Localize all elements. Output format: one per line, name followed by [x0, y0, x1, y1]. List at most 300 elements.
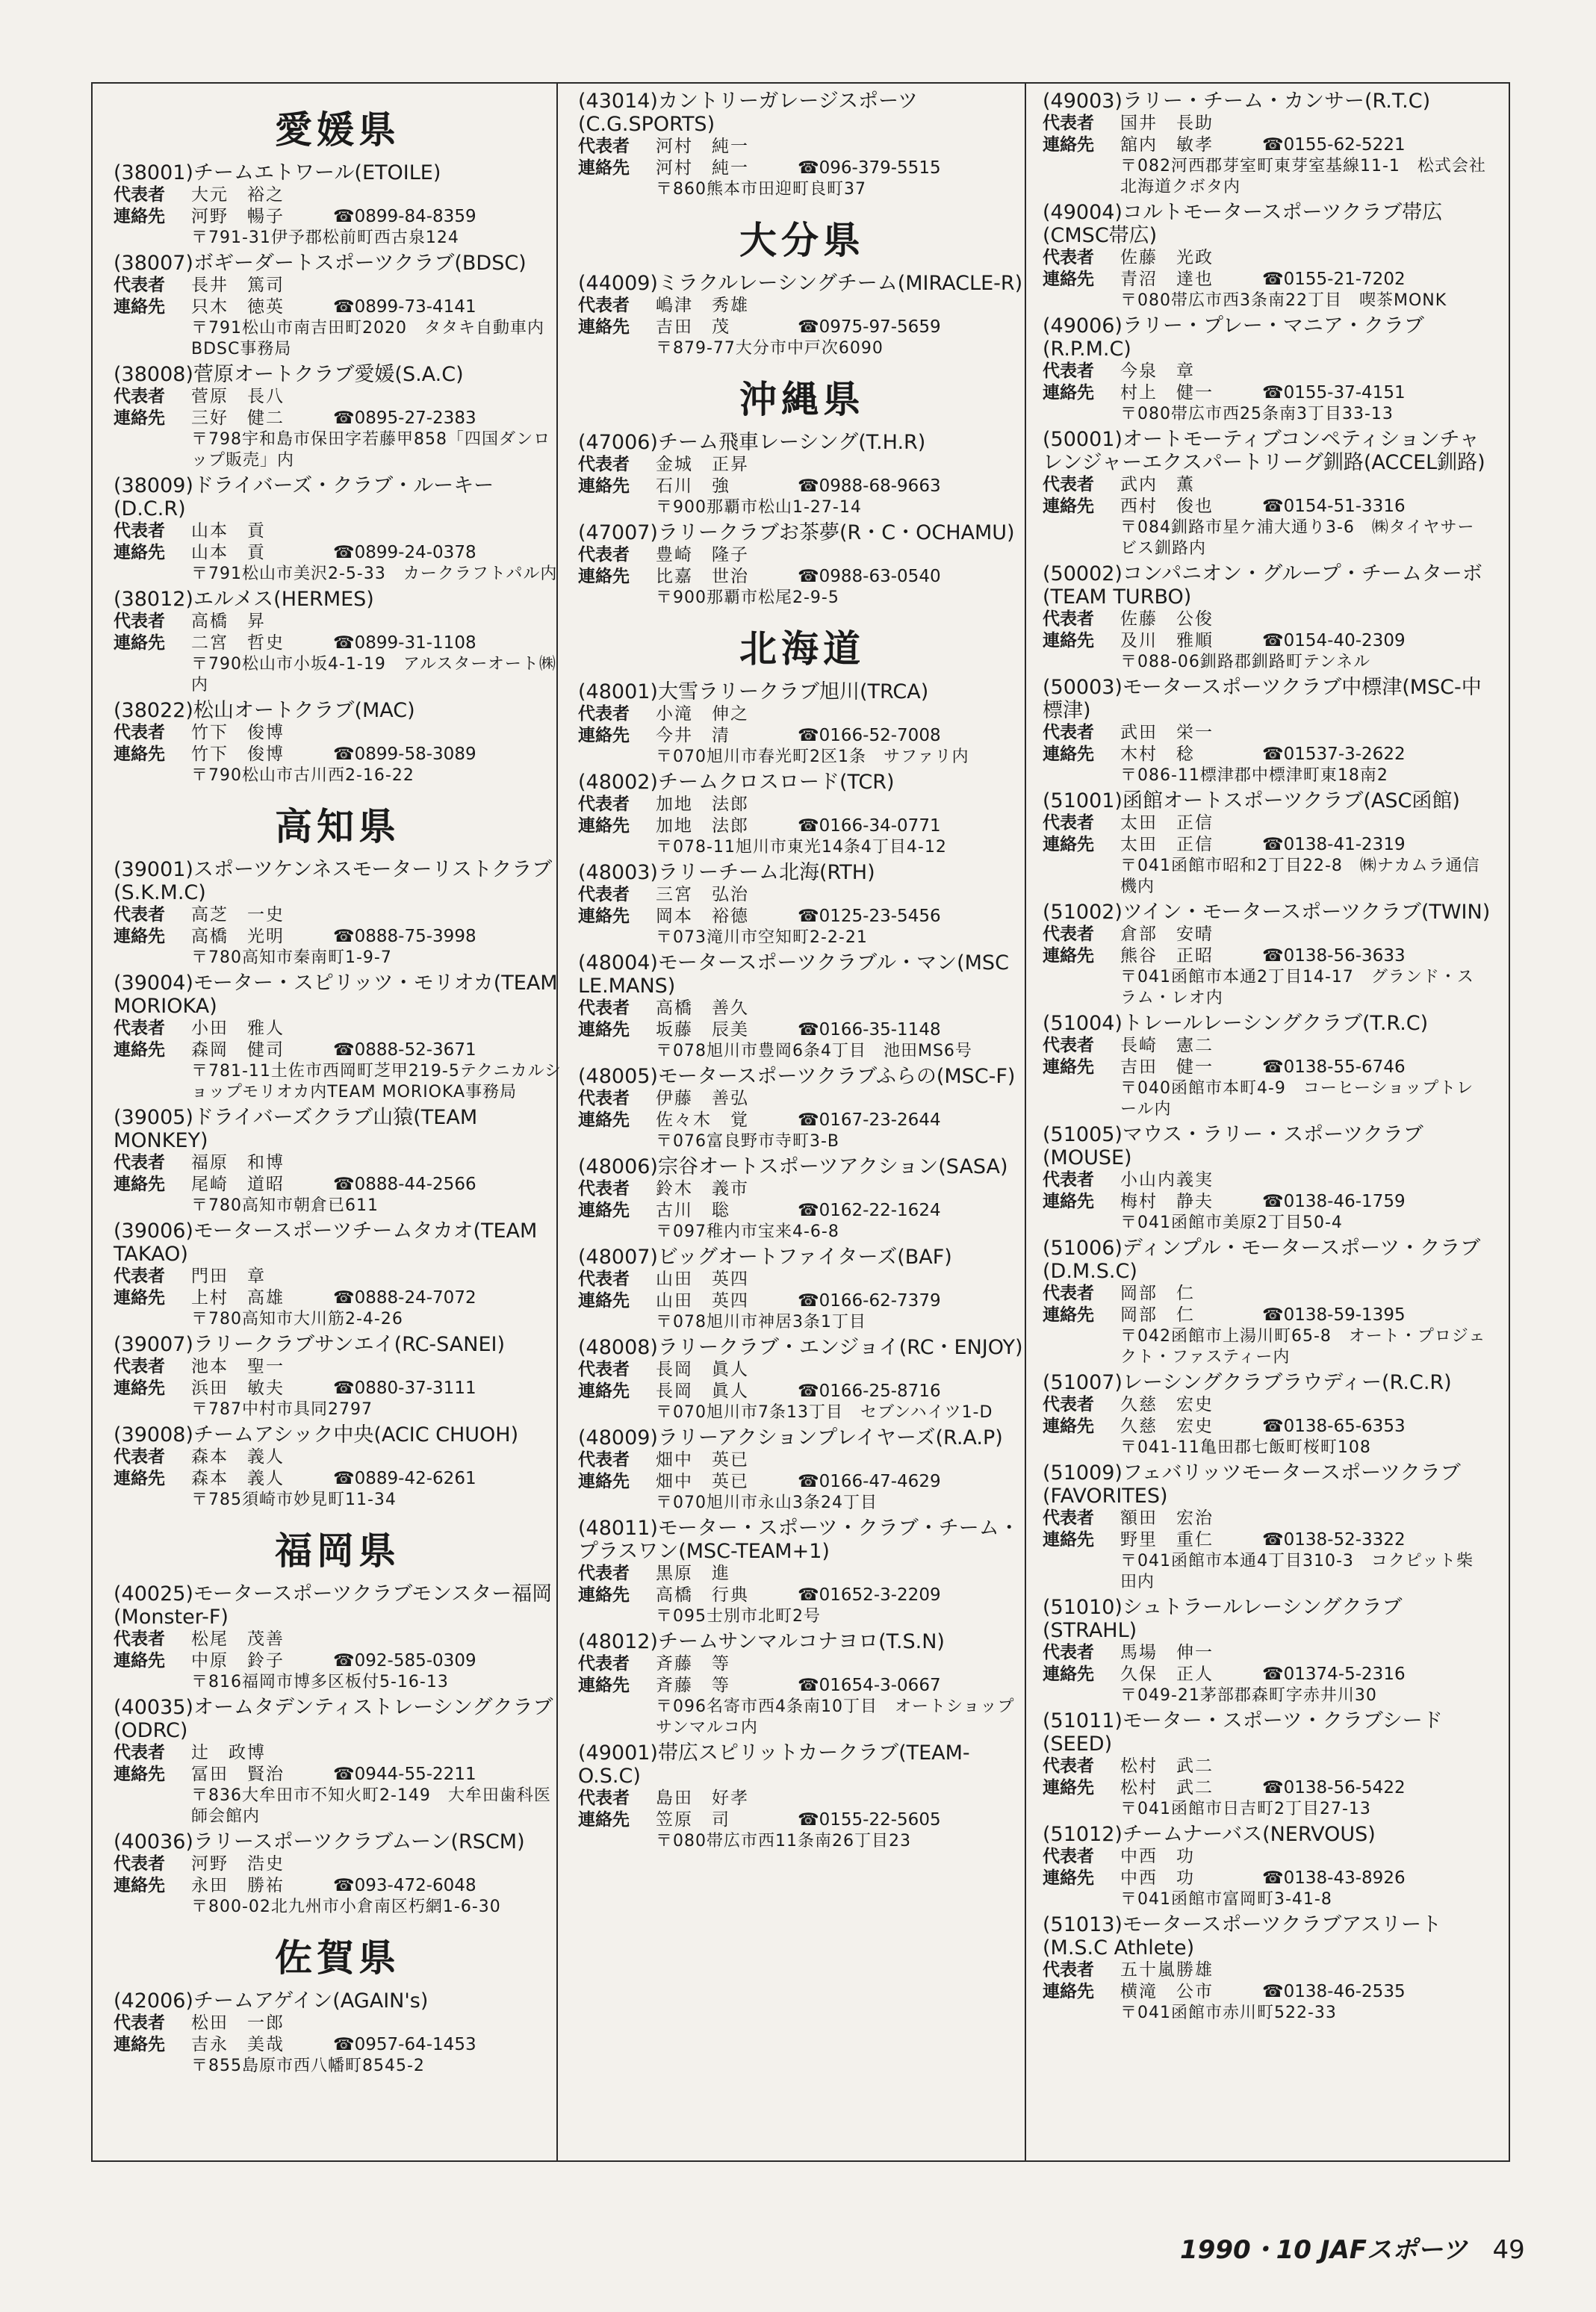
- contact-row: [578, 1381, 1026, 1402]
- phone-number: ☎0888-24-7072: [333, 1288, 476, 1308]
- representative-row: [578, 998, 1026, 1019]
- club-id: (42006): [114, 1989, 193, 2013]
- contact-name: 浜田 敏夫: [191, 1379, 285, 1398]
- phone-number: ☎0154-51-3316: [1262, 497, 1406, 516]
- representative-row: [578, 1269, 1026, 1290]
- club-entry: [1043, 1913, 1491, 2024]
- club-title-line: [114, 1989, 562, 2013]
- contact-name: 永田 勝祐: [191, 1876, 285, 1895]
- representative-row: [114, 611, 562, 633]
- prefecture-heading: 愛媛県: [275, 108, 400, 152]
- contact-name: 村上 健一: [1120, 383, 1214, 403]
- contact-name: 山本 貢: [191, 543, 266, 562]
- club-name: トレールレーシングクラブ(T.R.C): [1122, 1012, 1429, 1035]
- representative-name: 久慈 宏史: [1120, 1395, 1214, 1414]
- representative-row: [578, 1449, 1026, 1471]
- contact-name: 只木 徳英: [191, 297, 285, 317]
- phone-number: ☎0138-52-3322: [1262, 1530, 1406, 1550]
- phone-number: ☎0899-84-8359: [333, 207, 476, 226]
- contact-row: [114, 1174, 562, 1196]
- representative-label: 代表者: [114, 723, 165, 742]
- club-id: (51005): [1043, 1123, 1123, 1146]
- club-id: (40036): [114, 1830, 193, 1853]
- address: 〒900那覇市松山1-27-14: [656, 498, 862, 517]
- club-entry: [578, 431, 1026, 518]
- club-entry: [578, 1517, 1026, 1627]
- club-id: (51011): [1043, 1709, 1123, 1733]
- club-entry: [114, 363, 562, 471]
- club-id: (50002): [1043, 562, 1123, 585]
- contact-row: [578, 1019, 1026, 1041]
- club-id: (50001): [1043, 428, 1123, 451]
- club-title-line: [114, 161, 562, 184]
- phone-number: ☎0899-31-1108: [333, 633, 476, 653]
- club-title-line: [578, 1155, 1026, 1178]
- club-entry: [578, 272, 1026, 359]
- club-title-line: [578, 771, 1026, 794]
- representative-name: 三宮 弘治: [656, 885, 749, 904]
- club-entry: [578, 1426, 1026, 1514]
- address: 〒041函館市赤川町522-33: [1120, 2004, 1337, 2022]
- contact-name: 上村 高雄: [191, 1288, 285, 1308]
- club-name: チームアゲイン(AGAIN's): [193, 1989, 429, 2013]
- phone-number: ☎093-472-6048: [333, 1876, 476, 1895]
- club-name: ディンプル・モータースポーツ・クラブ(D.M.S.C): [1043, 1237, 1481, 1283]
- representative-name: 今泉 章: [1120, 361, 1195, 381]
- contact-name: 及川 雅順: [1120, 631, 1214, 650]
- representative-name: 畑中 英已: [656, 1450, 749, 1470]
- address: 〒095士別市北町2号: [656, 1607, 821, 1626]
- representative-name: 竹下 俊博: [191, 723, 285, 742]
- contact-label: 連絡先: [1043, 1057, 1094, 1077]
- club-entry: [1043, 1123, 1491, 1234]
- club-title-line: [578, 431, 1026, 454]
- club-name: 大雪ラリークラブ旭川(TRCA): [657, 680, 929, 703]
- contact-name: 河野 暢子: [191, 207, 285, 226]
- representative-label: 代表者: [578, 1270, 630, 1289]
- representative-label: 代表者: [1043, 1643, 1094, 1662]
- club-title-line: [578, 1517, 1026, 1563]
- club-title-line: [578, 861, 1026, 884]
- representative-name: 高芝 一史: [191, 905, 285, 925]
- club-id: (43014): [578, 90, 658, 113]
- address: 〒787中村市具同2797: [191, 1400, 373, 1419]
- club-name: ラリークラブ・エンジョイ(RC・ENJOY): [657, 1336, 1023, 1359]
- contact-label: 連絡先: [1043, 1665, 1094, 1684]
- contact-label: 連絡先: [578, 1201, 630, 1220]
- club-id: (48011): [578, 1517, 658, 1540]
- club-entry: [578, 1630, 1026, 1738]
- representative-label: 代表者: [1043, 1847, 1094, 1866]
- representative-name: 中西 功: [1120, 1847, 1195, 1866]
- contact-label: 連絡先: [578, 1110, 630, 1130]
- club-entry: [578, 861, 1026, 948]
- club-title-line: [1043, 314, 1491, 361]
- club-entry: [114, 588, 562, 696]
- contact-name: 森本 義人: [191, 1469, 285, 1488]
- representative-label: 代表者: [578, 296, 630, 315]
- phone-number: ☎092-585-0309: [333, 1651, 476, 1671]
- contact-row: [114, 1287, 562, 1309]
- column-3: [1043, 90, 1491, 2158]
- representative-name: 松尾 茂善: [191, 1629, 285, 1649]
- representative-name: 長岡 眞人: [656, 1360, 749, 1379]
- contact-label: 連絡先: [114, 408, 165, 428]
- contact-name: 畑中 英已: [656, 1472, 749, 1491]
- club-title-line: [114, 972, 565, 1018]
- contact-label: 連絡先: [578, 726, 630, 745]
- club-id: (38012): [114, 588, 193, 611]
- club-entry: [114, 1219, 562, 1330]
- representative-row: [578, 544, 1026, 566]
- phone-number: ☎0899-58-3089: [333, 745, 476, 764]
- representative-label: 代表者: [578, 1089, 630, 1108]
- phone-number: ☎01374-5-2316: [1262, 1665, 1406, 1684]
- representative-label: 代表者: [578, 885, 630, 904]
- club-title-line: [114, 1582, 562, 1629]
- column-2: [578, 90, 1026, 2158]
- contact-row: [1043, 1664, 1491, 1685]
- club-name: モータースポーツクラブ中標津(MSC-中標津): [1043, 676, 1482, 722]
- club-id: (50003): [1043, 676, 1123, 699]
- representative-row: [1043, 1035, 1491, 1057]
- representative-name: 河野 浩史: [191, 1854, 285, 1874]
- phone-number: ☎0889-42-6261: [333, 1469, 476, 1488]
- representative-row: [1043, 609, 1491, 630]
- club-entry: [578, 1336, 1026, 1423]
- club-name: 菅原オートクラブ愛媛(S.A.C): [193, 363, 464, 386]
- club-name: オームタデンティストレーシングクラブ(ODRC): [114, 1696, 553, 1742]
- contact-label: 連絡先: [1043, 946, 1094, 966]
- phone-number: ☎096-379-5515: [798, 158, 941, 178]
- contact-name: 加地 法郎: [656, 816, 749, 836]
- contact-name: 坂藤 辰美: [656, 1020, 749, 1040]
- address: 〒790松山市古川西2-16-22: [191, 766, 414, 785]
- address: 〒041函館市本通2丁目14-17 グランド・スラム・レオ内: [1120, 968, 1474, 1007]
- contact-row: [578, 317, 1026, 338]
- address: 〒900那覇市松尾2-9-5: [656, 588, 839, 607]
- address: 〒082河西郡芽室町東芽室基線11-1 松式会社北海道クボタ内: [1120, 157, 1486, 196]
- club-id: (48006): [578, 1155, 658, 1178]
- address: 〒780高知市朝倉已611: [191, 1196, 379, 1215]
- contact-name: 河村 純一: [656, 158, 749, 178]
- representative-row: [114, 722, 562, 744]
- address: 〒041函館市日吉町2丁目27-13: [1120, 1800, 1371, 1818]
- contact-name: 三好 健二: [191, 408, 285, 428]
- contact-label: 連絡先: [1043, 135, 1094, 155]
- representative-label: 代表者: [1043, 361, 1094, 381]
- contact-label: 連絡先: [578, 1382, 630, 1401]
- club-title-line: [114, 588, 562, 611]
- contact-row: [114, 1040, 562, 1061]
- contact-row: [1043, 630, 1491, 652]
- representative-row: [578, 295, 1026, 317]
- address: 〒800-02北九州市小倉南区朽網1-6-30: [191, 1898, 501, 1916]
- representative-name: 加地 法郎: [656, 795, 749, 814]
- club-id: (48001): [578, 680, 658, 703]
- club-entry: [114, 699, 562, 786]
- contact-row: [114, 1764, 562, 1786]
- contact-name: 笠原 司: [656, 1810, 730, 1830]
- representative-name: 小山内義実: [1120, 1170, 1214, 1190]
- phone-number: ☎0957-64-1453: [333, 2035, 476, 2054]
- representative-row: [578, 1088, 1026, 1110]
- representative-label: 代表者: [578, 1789, 630, 1808]
- club-id: (38001): [114, 161, 193, 184]
- representative-label: 代表者: [114, 1267, 165, 1286]
- club-title-line: [114, 1333, 562, 1356]
- contact-label: 連絡先: [578, 476, 630, 496]
- club-name: フェバリッツモータースポーツクラブ(FAVORITES): [1043, 1461, 1461, 1508]
- address: 〒041函館市昭和2丁目22-8 ㈱ナカムラ通信機内: [1120, 857, 1480, 896]
- representative-row: [1043, 361, 1491, 382]
- club-title-line: [1043, 1371, 1491, 1394]
- contact-label: 連絡先: [114, 1040, 165, 1060]
- representative-label: 代表者: [114, 1854, 165, 1874]
- contact-name: 尾崎 道昭: [191, 1175, 285, 1194]
- contact-row: [114, 744, 562, 765]
- contact-row: [578, 1471, 1026, 1493]
- contact-name: 青沼 達也: [1120, 270, 1214, 289]
- representative-name: 長井 篤司: [191, 276, 285, 295]
- phone-number: ☎01654-3-0667: [798, 1676, 941, 1695]
- club-title-line: [1043, 901, 1491, 924]
- club-name: モータースポーツチームタカオ(TEAM TAKAO): [114, 1219, 544, 1266]
- contact-row: [578, 476, 1026, 497]
- phone-number: ☎0166-62-7379: [798, 1291, 941, 1311]
- club-id: (48012): [578, 1630, 658, 1653]
- issue-date: 1990・10: [1180, 2235, 1311, 2265]
- contact-row: [1043, 1416, 1491, 1438]
- representative-name: 佐藤 光政: [1120, 248, 1214, 267]
- club-title-line: [1043, 1012, 1491, 1035]
- contact-row: [114, 1650, 562, 1672]
- club-id: (48004): [578, 951, 658, 975]
- contact-name: 佐々木 覚: [656, 1110, 749, 1130]
- club-id: (48009): [578, 1426, 658, 1449]
- representative-name: 額田 宏治: [1120, 1508, 1214, 1528]
- club-title-line: [1043, 1709, 1491, 1756]
- club-entry: [114, 1333, 562, 1420]
- address: 〒042函館市上湯川町65-8 オート・プロジェクト・ファスティー内: [1120, 1327, 1486, 1367]
- phone-number: ☎0138-46-2535: [1262, 1982, 1406, 2001]
- club-entry: [1043, 90, 1491, 198]
- representative-name: 国井 長助: [1120, 114, 1214, 133]
- phone-number: ☎0888-75-3998: [333, 927, 476, 946]
- representative-name: 松村 武二: [1120, 1756, 1214, 1776]
- phone-number: ☎0166-52-7008: [798, 726, 941, 745]
- club-name: スポーツケンネスモーターリストクラブ(S.K.M.C): [114, 858, 553, 904]
- contact-label: 連絡先: [114, 543, 165, 562]
- representative-name: 門田 章: [191, 1267, 266, 1286]
- address: 〒076富良野市寺町3-B: [656, 1132, 840, 1151]
- club-name: ラリーアクションプレイヤーズ(R.A.P): [657, 1426, 1003, 1449]
- page-footer: [1180, 2229, 1525, 2266]
- club-entry: [1043, 201, 1491, 311]
- club-name: レーシングクラブラウディー(R.C.R): [1122, 1371, 1452, 1394]
- contact-label: 連絡先: [114, 2035, 165, 2054]
- contact-name: 古川 聡: [656, 1201, 730, 1220]
- representative-name: 河村 純一: [656, 137, 749, 156]
- representative-name: 山本 貢: [191, 521, 266, 541]
- club-name: ラリークラブお茶夢(R・C・OCHAMU): [657, 521, 1015, 544]
- representative-label: 代表者: [114, 1153, 165, 1172]
- club-id: (39006): [114, 1219, 193, 1243]
- representative-row: [1043, 1169, 1491, 1191]
- club-name: チームアシック中央(ACIC CHUOH): [193, 1423, 519, 1446]
- address: 〒080帯広市西3条南22丁目 喫茶MONK: [1120, 291, 1447, 310]
- representative-label: 代表者: [578, 998, 630, 1018]
- phone-number: ☎01537-3-2622: [1262, 745, 1406, 764]
- club-id: (51012): [1043, 1823, 1123, 1846]
- contact-name: 舘内 敏孝: [1120, 135, 1214, 155]
- contact-label: 連絡先: [578, 1585, 630, 1605]
- club-name: モーター・スポーツ・クラブ・チーム・プラスワン(MSC-TEAM+1): [578, 1517, 1019, 1563]
- contact-label: 連絡先: [114, 1765, 165, 1784]
- address: 〒816福岡市博多区板付5-16-13: [191, 1673, 449, 1691]
- prefecture-heading: 佐賀県: [275, 1936, 400, 1980]
- club-name: モータースポーツクラブふらの(MSC-F): [657, 1065, 1016, 1088]
- club-entry: [114, 858, 562, 969]
- contact-row: [114, 2034, 562, 2056]
- club-title-line: [1043, 1596, 1491, 1642]
- club-name: 函館オートスポーツクラブ(ASC函館): [1122, 789, 1460, 812]
- address: 〒040函館市本町4-9 コーヒーショップトレール内: [1120, 1079, 1474, 1119]
- phone-number: ☎0988-63-0540: [798, 567, 941, 586]
- address: 〒041函館市美原2丁目50-4: [1120, 1214, 1343, 1232]
- phone-number: ☎0155-22-5605: [798, 1810, 941, 1830]
- address: 〒791松山市美沢2-5-33 カークラフトパル内: [191, 565, 558, 583]
- representative-row: [1043, 474, 1491, 496]
- contact-name: 横滝 公市: [1120, 1982, 1214, 2001]
- contact-row: [578, 725, 1026, 747]
- representative-name: 五十嵐勝雄: [1120, 1960, 1214, 1980]
- contact-label: 連絡先: [1043, 631, 1094, 650]
- contact-row: [578, 1290, 1026, 1312]
- contact-label: 連絡先: [114, 297, 165, 317]
- club-name: カントリーガレージスポーツ(C.G.SPORTS): [578, 90, 918, 136]
- contact-name: 太田 正信: [1120, 835, 1214, 854]
- phone-number: ☎0162-22-1624: [798, 1201, 941, 1220]
- representative-name: 斉藤 等: [656, 1654, 730, 1674]
- prefecture-heading: 福岡県: [275, 1529, 400, 1573]
- contact-row: [1043, 1191, 1491, 1213]
- contact-name: 今井 清: [656, 726, 730, 745]
- representative-label: 代表者: [114, 905, 165, 925]
- club-title-line: [578, 1630, 1026, 1653]
- club-entry: [1043, 789, 1491, 898]
- representative-name: 菅原 長八: [191, 387, 285, 406]
- address: 〒879-77大分市中戸次6090: [656, 339, 884, 358]
- representative-name: 倉部 安晴: [1120, 925, 1214, 944]
- club-entry: [1043, 901, 1491, 1009]
- contact-label: 連絡先: [114, 927, 165, 946]
- address: 〒041-11亀田郡七飯町桜町108: [1120, 1438, 1371, 1457]
- club-id: (47007): [578, 521, 658, 544]
- club-id: (51001): [1043, 789, 1123, 812]
- address: 〒860熊本市田迎町良町37: [656, 180, 866, 199]
- phone-number: ☎0138-56-5422: [1262, 1778, 1406, 1797]
- contact-row: [1043, 744, 1491, 765]
- phone-number: ☎0125-23-5456: [798, 907, 941, 926]
- contact-label: 連絡先: [1043, 1530, 1094, 1550]
- representative-row: [1043, 812, 1491, 834]
- club-entry: [1043, 1371, 1491, 1458]
- club-title-line: [114, 1219, 562, 1266]
- club-id: (49004): [1043, 201, 1123, 224]
- contact-label: 連絡先: [114, 1651, 165, 1671]
- contact-row: [114, 1378, 562, 1399]
- contact-row: [578, 158, 1026, 179]
- contact-name: 吉田 茂: [656, 317, 730, 337]
- contact-label: 連絡先: [114, 207, 165, 226]
- representative-row: [578, 1178, 1026, 1200]
- address: 〒781-11土佐市西岡町芝甲219-5テクニカルショップモリオカ内TEAM MORIOKA事務局: [191, 1062, 562, 1101]
- contact-name: 吉田 健一: [1120, 1057, 1214, 1077]
- representative-label: 代表者: [114, 1019, 165, 1038]
- contact-label: 連絡先: [114, 1379, 165, 1398]
- representative-label: 代表者: [114, 276, 165, 295]
- club-name: オートモーティブコンペティションチャレンジャーエクスパートリーグ釧路(ACCEL釧路): [1043, 428, 1485, 474]
- representative-row: [114, 184, 562, 206]
- club-title-line: [114, 699, 562, 722]
- contact-row: [578, 1675, 1026, 1697]
- representative-label: 代表者: [1043, 925, 1094, 944]
- contact-row: [1043, 1981, 1491, 2003]
- prefecture-heading: 沖縄県: [739, 377, 865, 421]
- representative-row: [1043, 1756, 1491, 1777]
- club-name: ミラクルレーシングチーム(MIRACLE-R): [657, 272, 1023, 295]
- contact-label: 連絡先: [1043, 383, 1094, 403]
- contact-name: 久保 正人: [1120, 1665, 1214, 1684]
- representative-name: 嶋津 秀雄: [656, 296, 749, 315]
- prefecture-heading: 大分県: [739, 218, 865, 262]
- club-name: ラリー・チーム・カンサー(R.T.C): [1122, 90, 1431, 113]
- contact-name: 岡部 仁: [1120, 1305, 1195, 1325]
- contact-name: 野里 重仁: [1120, 1530, 1214, 1550]
- contact-row: [1043, 496, 1491, 518]
- club-entry: [114, 1582, 562, 1693]
- address: 〒097稚内市宝来4-6-8: [656, 1222, 839, 1241]
- contact-label: 連絡先: [1043, 1778, 1094, 1797]
- club-id: (51010): [1043, 1596, 1123, 1619]
- representative-row: [114, 520, 562, 542]
- phone-number: ☎01652-3-2209: [798, 1585, 941, 1605]
- address: 〒836大牟田市不知火町2-149 大牟田歯科医師会館内: [191, 1786, 551, 1826]
- representative-label: 代表者: [578, 795, 630, 814]
- club-name: エルメス(HERMES): [193, 588, 374, 611]
- club-entry: [114, 972, 565, 1103]
- club-entry: [578, 521, 1026, 609]
- representative-label: 代表者: [1043, 723, 1094, 742]
- contact-label: 連絡先: [578, 816, 630, 836]
- representative-label: 代表者: [578, 455, 630, 474]
- representative-row: [1043, 1283, 1491, 1305]
- address: 〒780高知市大川筋2-4-26: [191, 1310, 403, 1329]
- representative-row: [1043, 247, 1491, 269]
- contact-name: 中西 功: [1120, 1868, 1195, 1888]
- club-entry: [114, 161, 562, 249]
- contact-row: [1043, 945, 1491, 967]
- club-id: (51007): [1043, 1371, 1123, 1394]
- representative-name: 岡部 仁: [1120, 1284, 1195, 1303]
- club-entry: [578, 680, 1026, 768]
- representative-label: 代表者: [1043, 114, 1094, 133]
- contact-row: [578, 1110, 1026, 1131]
- representative-label: 代表者: [1043, 1960, 1094, 1980]
- club-name: モータースポーツクラブル・マン(MSC LE.MANS): [578, 951, 1016, 998]
- representative-name: 高橋 善久: [656, 998, 749, 1018]
